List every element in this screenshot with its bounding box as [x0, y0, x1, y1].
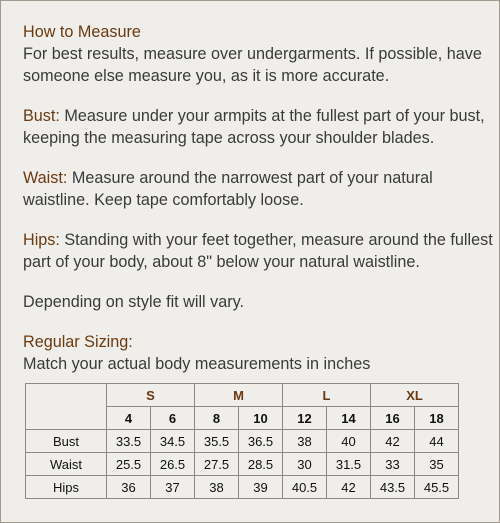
bust-title: Bust: — [23, 107, 60, 125]
table-cell: 38 — [195, 476, 239, 499]
waist-text: Measure around the narrowest part of your natural waistline. Keep tape comfortably loose. — [23, 169, 433, 209]
table-cell: 39 — [239, 476, 283, 499]
table-cell: 37 — [151, 476, 195, 499]
size-number: 14 — [327, 407, 371, 430]
table-cell: 26.5 — [151, 453, 195, 476]
table-cell: 30 — [283, 453, 327, 476]
table-cell: 45.5 — [415, 476, 459, 499]
table-cell: 35 — [415, 453, 459, 476]
table-cell: 36 — [107, 476, 151, 499]
table-cell: 42 — [371, 430, 415, 453]
table-cell: 27.5 — [195, 453, 239, 476]
row-label-hips: Hips — [26, 476, 107, 499]
table-cell: 31.5 — [327, 453, 371, 476]
table-cell: 25.5 — [107, 453, 151, 476]
how-to-measure-heading: How to Measure — [23, 23, 141, 41]
size-number: 10 — [239, 407, 283, 430]
size-number: 4 — [107, 407, 151, 430]
size-number: 12 — [283, 407, 327, 430]
table-cell: 40 — [327, 430, 371, 453]
table-cell: 38 — [283, 430, 327, 453]
size-group-row — [26, 384, 459, 407]
waist-title: Waist: — [23, 169, 68, 187]
size-group-xl: XL — [371, 384, 459, 407]
size-group-l: L — [283, 384, 371, 407]
size-group-s: S — [107, 384, 195, 407]
bust-text: Measure under your armpits at the fullest part of your bust, keeping the measuring tape across your shoulder blades. — [23, 107, 485, 147]
table-cell: 44 — [415, 430, 459, 453]
table-row-bust — [26, 430, 459, 453]
size-number: 16 — [371, 407, 415, 430]
hips-text: Standing with your feet together, measure around the fullest part of your body, about 8" below your natural waistline. — [23, 231, 493, 271]
regular-sizing-title: Regular Sizing: — [23, 333, 133, 351]
table-cell: 33 — [371, 453, 415, 476]
table-cell: 36.5 — [239, 430, 283, 453]
size-group-m: M — [195, 384, 283, 407]
row-label-bust: Bust — [26, 430, 107, 453]
table-cell: 28.5 — [239, 453, 283, 476]
table-cell: 35.5 — [195, 430, 239, 453]
table-row-waist — [26, 453, 459, 476]
size-number: 6 — [151, 407, 195, 430]
table-cell: 42 — [327, 476, 371, 499]
style-fit-note: Depending on style fit will vary. — [23, 293, 245, 311]
measure-instructions — [23, 21, 493, 375]
regular-sizing-text: Match your actual body measurements in inches — [23, 355, 371, 373]
intro-text: For best results, measure over undergarments. If possible, have someone else measure you, as it is more accurate. — [23, 45, 482, 85]
table-corner-cell — [26, 384, 107, 430]
table-cell: 40.5 — [283, 476, 327, 499]
size-number: 8 — [195, 407, 239, 430]
size-chart-table — [25, 383, 459, 499]
table-cell: 43.5 — [371, 476, 415, 499]
row-label-waist: Waist — [26, 453, 107, 476]
table-cell: 33.5 — [107, 430, 151, 453]
table-cell: 34.5 — [151, 430, 195, 453]
table-row-hips — [26, 476, 459, 499]
size-number: 18 — [415, 407, 459, 430]
hips-title: Hips: — [23, 231, 60, 249]
